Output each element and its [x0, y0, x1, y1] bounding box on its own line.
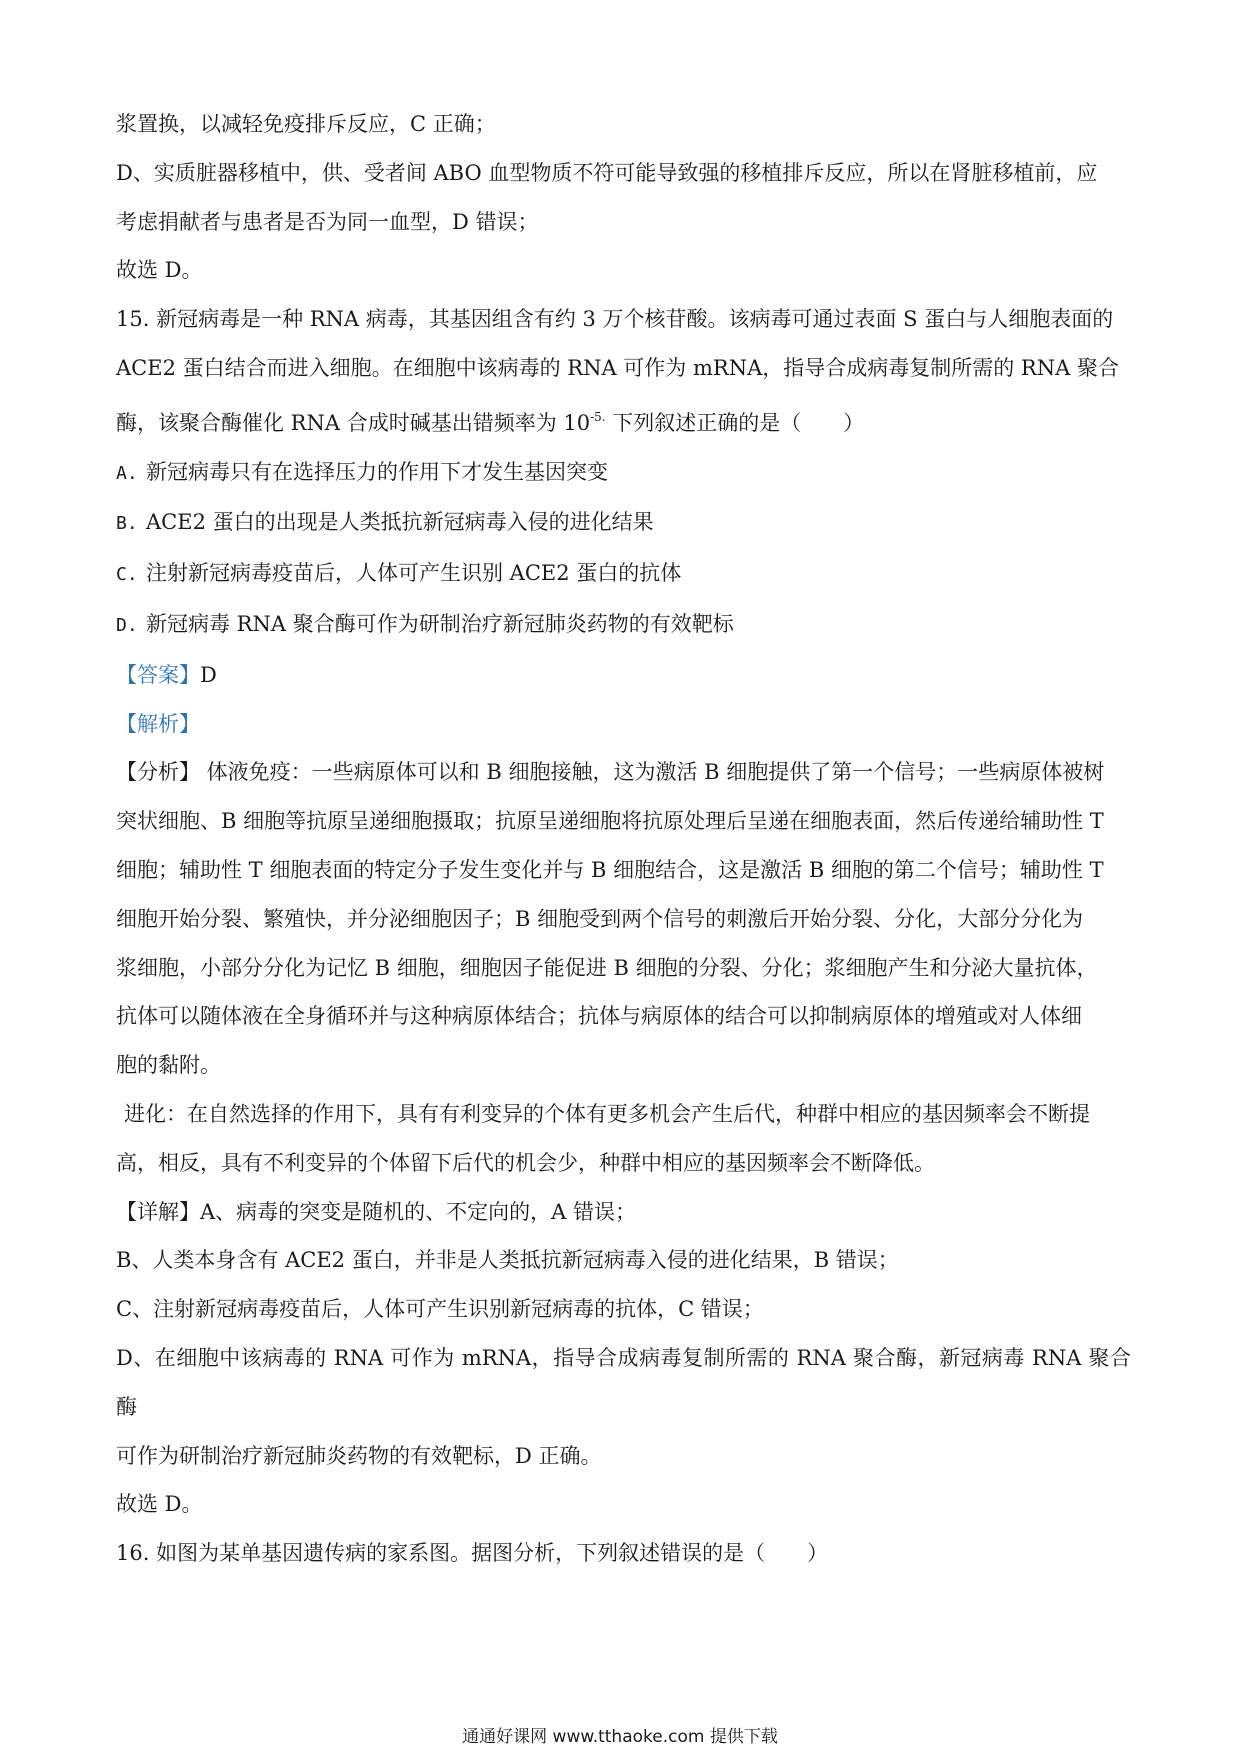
analysis-text-line: 细胞；辅助性 T 细胞表面的特定分子发生变化并与 B 细胞结合，这是激活 B 细胞的第二个信号；辅助性 T	[116, 857, 1104, 882]
text-line: D、实质脏器移植中，供、受者间 ABO 血型物质不符可能导致强的移植排斥反应，所以在肾脏移植前，应	[116, 160, 1098, 185]
evolution-text-line: 进化：在自然选择的作用下，具有有利变异的个体有更多机会产生后代，种群中相应的基因频率会不断提	[124, 1101, 1090, 1126]
exponent: -5.	[590, 409, 606, 424]
option-key: B.	[116, 513, 138, 535]
detail-text: A、病毒的突变是随机的、不定向的，A 错误；	[200, 1199, 637, 1224]
detail-text-line: B、人类本身含有 ACE2 蛋白，并非是人类抵抗新冠病毒入侵的进化结果，B 错误；	[116, 1248, 899, 1273]
answer-value: D	[200, 662, 217, 687]
detail-tag: 【详解】	[116, 1199, 200, 1224]
analysis-text-line: 浆细胞，小部分分化为记忆 B 细胞，细胞因子能促进 B 细胞的分裂、分化；浆细胞产生和分泌大量抗体，	[116, 955, 1098, 980]
question-16-stem-line: 16. 如图为某单基因遗传病的家系图。据图分析，下列叙述错误的是（ ）	[116, 1541, 829, 1566]
page-footer: 通通好课网 www.tthaoke.com 提供下载	[462, 1727, 778, 1747]
document-body	[116, 100, 1131, 1578]
option-a	[116, 448, 1131, 499]
fenxi-tag: 【分析】	[116, 760, 200, 785]
option-key: A.	[116, 462, 138, 484]
detail-text-line: 可作为研制治疗新冠肺炎药物的有效靶标，D 正确。	[116, 1443, 602, 1468]
stem-text: 下列叙述正确的是（ ）	[605, 410, 865, 435]
option-d	[116, 600, 1131, 651]
analysis-text-line: 胞的黏附。	[116, 1053, 221, 1078]
text-line: 考虑捐献者与患者是否为同一血型，D 错误；	[116, 209, 539, 234]
detail-text-line: C、注射新冠病毒疫苗后，人体可产生识别新冠病毒的抗体，C 错误；	[116, 1297, 764, 1322]
option-b	[116, 498, 1131, 549]
option-key: D.	[116, 614, 138, 636]
evolution-text-line: 高，相反，具有不利变异的个体留下后代的机会少，种群中相应的基因频率会不断降低。	[116, 1150, 935, 1175]
option-key: C.	[116, 564, 138, 586]
stem-text: 酶，该聚合酶催化 RNA 合成时碱基出错频率为 10	[116, 410, 591, 435]
question-15-stem-line	[116, 393, 1131, 448]
answer-line	[116, 651, 1131, 700]
analysis-text-line: 抗体可以随体液在全身循环并与这种病原体结合；抗体与病原体的结合可以抑制病原体的增殖或对人体细	[116, 1004, 1082, 1029]
option-text: 注射新冠病毒疫苗后，人体可产生识别 ACE2 蛋白的抗体	[146, 561, 682, 586]
detail-text-line	[116, 1188, 1131, 1237]
option-text: 新冠病毒只有在选择压力的作用下才发生基因突变	[146, 459, 608, 484]
option-text: 新冠病毒 RNA 聚合酶可作为研制治疗新冠肺炎药物的有效靶标	[146, 611, 734, 636]
text-line: 故选 D。	[116, 258, 203, 283]
analysis-text-line	[116, 748, 1131, 797]
detail-text-line: D、在细胞中该病毒的 RNA 可作为 mRNA，指导合成病毒复制所需的 RNA 聚合酶，新冠病毒 RNA 聚合酶	[116, 1345, 1131, 1419]
question-15-stem-line: ACE2 蛋白结合而进入细胞。在细胞中该病毒的 RNA 可作为 mRNA，指导合成病毒复制所需的 RNA 聚合	[116, 355, 1119, 380]
fenxi-text: 体液免疫：一些病原体可以和 B 细胞接触，这为激活 B 细胞提供了第一个信号；一些病原体被树	[200, 760, 1105, 785]
question-15-stem-line: 15. 新冠病毒是一种 RNA 病毒，其基因组含有约 3 万个核苷酸。该病毒可通过表面 S 蛋白与人细胞表面的	[116, 307, 1114, 332]
detail-text-line: 故选 D。	[116, 1492, 203, 1517]
analysis-tag: 【解析】	[116, 711, 200, 736]
option-c	[116, 549, 1131, 600]
analysis-text-line: 突状细胞、B 细胞等抗原呈递细胞摄取；抗原呈递细胞将抗原处理后呈递在细胞表面，然后传递给辅助性 T	[116, 809, 1104, 834]
analysis-line	[116, 700, 1131, 749]
analysis-text-line: 细胞开始分裂、繁殖快，并分泌细胞因子；B 细胞受到两个信号的刺激后开始分裂、分化，大部分分化为	[116, 906, 1084, 931]
answer-tag: 【答案】	[116, 662, 200, 687]
text-line: 浆置换，以减轻免疫排斥反应，C 正确；	[116, 112, 496, 136]
option-text: ACE2 蛋白的出现是人类抵抗新冠病毒入侵的进化结果	[146, 510, 654, 535]
